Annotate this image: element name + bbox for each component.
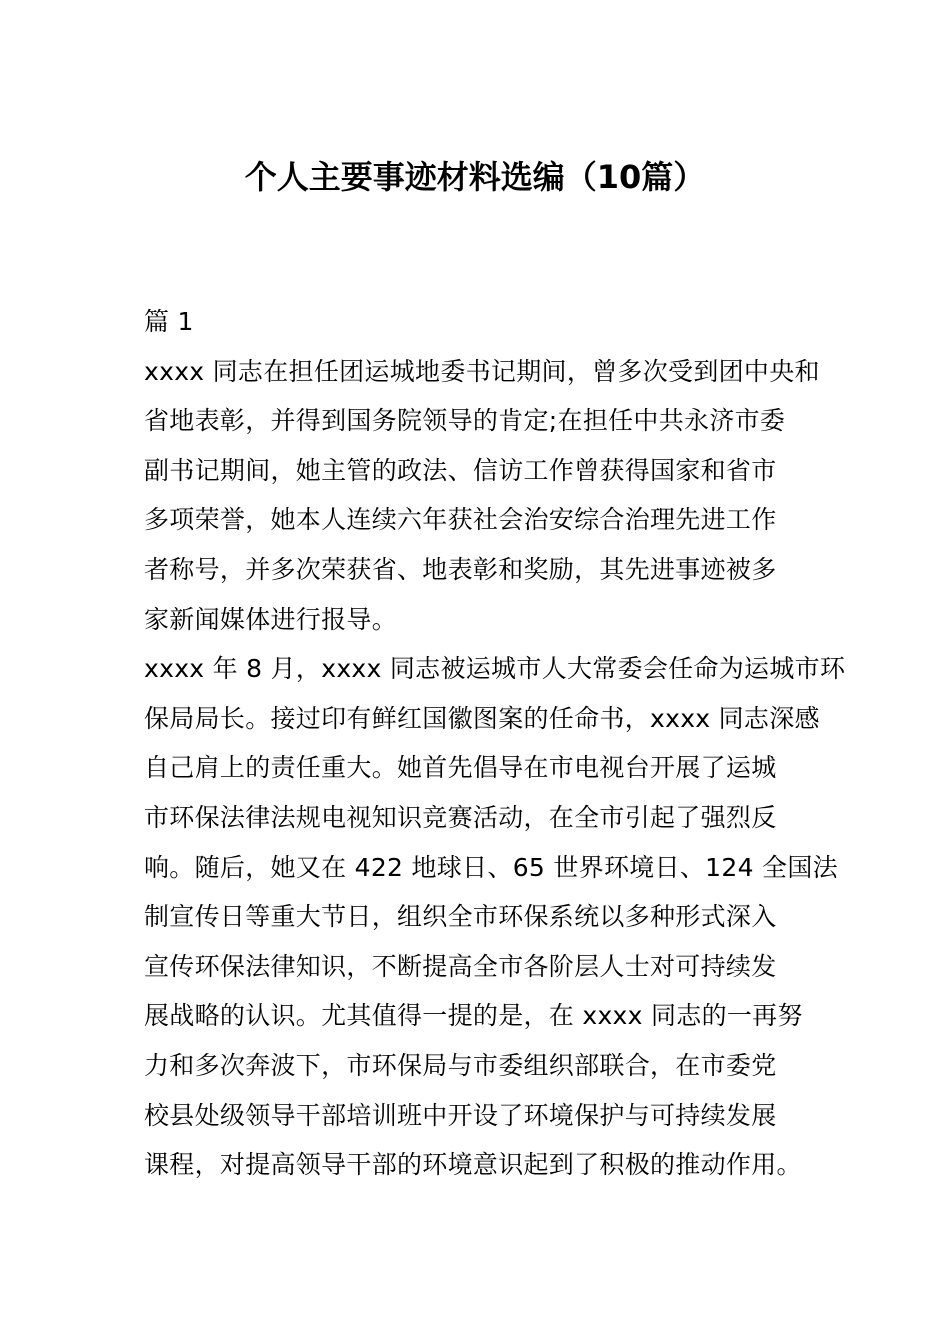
paragraph-line: 课程，对提高领导干部的环境意识起到了积极的推动作用。: [144, 1150, 802, 1180]
document-title: 个人主要事迹材料选编（10篇）: [244, 158, 706, 196]
document-body: [144, 297, 846, 1190]
paragraph-1: [144, 347, 824, 645]
paragraph-line: 宣传环保法律知识，不断提高全市各阶层人士对可持续发: [144, 951, 777, 981]
paragraph-line: 保局局长。接过印有鲜红国徽图案的任命书，xxxx 同志深感: [144, 703, 820, 733]
paragraph-line: xxxx 同志在担任团运城地委书记期间，曾多次受到团中央和: [144, 356, 820, 386]
paragraph-line: 省地表彰，并得到国务院领导的肯定;在担任中共永济市委: [144, 406, 786, 436]
paragraph-line: 校县处级领导干部培训班中开设了环境保护与可持续发展: [144, 1100, 777, 1130]
paragraph-line: 展战略的认识。尤其值得一提的是，在 xxxx 同志的一再努: [144, 1001, 803, 1031]
paragraph-line: 家新闻媒体进行报导。: [144, 604, 398, 634]
paragraph-line: 副书记期间，她主管的政法、信访工作曾获得国家和省市: [144, 455, 777, 485]
paragraph-line: 制宣传日等重大节日，组织全市环保系统以多种形式深入: [144, 902, 777, 932]
section-heading: 篇 1: [144, 307, 194, 336]
paragraph-line: 响。随后，她又在 422 地球日、65 世界环境日、124 全国法: [144, 852, 838, 882]
paragraph-line: xxxx 年 8 月，xxxx 同志被运城市人大常委会任命为运城市环: [144, 654, 846, 684]
paragraph-2: [144, 644, 846, 1190]
paragraph-line: 市环保法律法规电视知识竞赛活动，在全市引起了强烈反: [144, 802, 777, 832]
paragraph-line: 多项荣誉，她本人连续六年获社会治安综合治理先进工作: [144, 505, 777, 535]
paragraph-line: 自己肩上的责任重大。她首先倡导在市电视台开展了运城: [144, 753, 777, 783]
paragraph-line: 力和多次奔波下，市环保局与市委组织部联合，在市委党: [144, 1050, 777, 1080]
paragraph-line: 者称号，并多次荣获省、地表彰和奖励，其先进事迹被多: [144, 554, 777, 584]
